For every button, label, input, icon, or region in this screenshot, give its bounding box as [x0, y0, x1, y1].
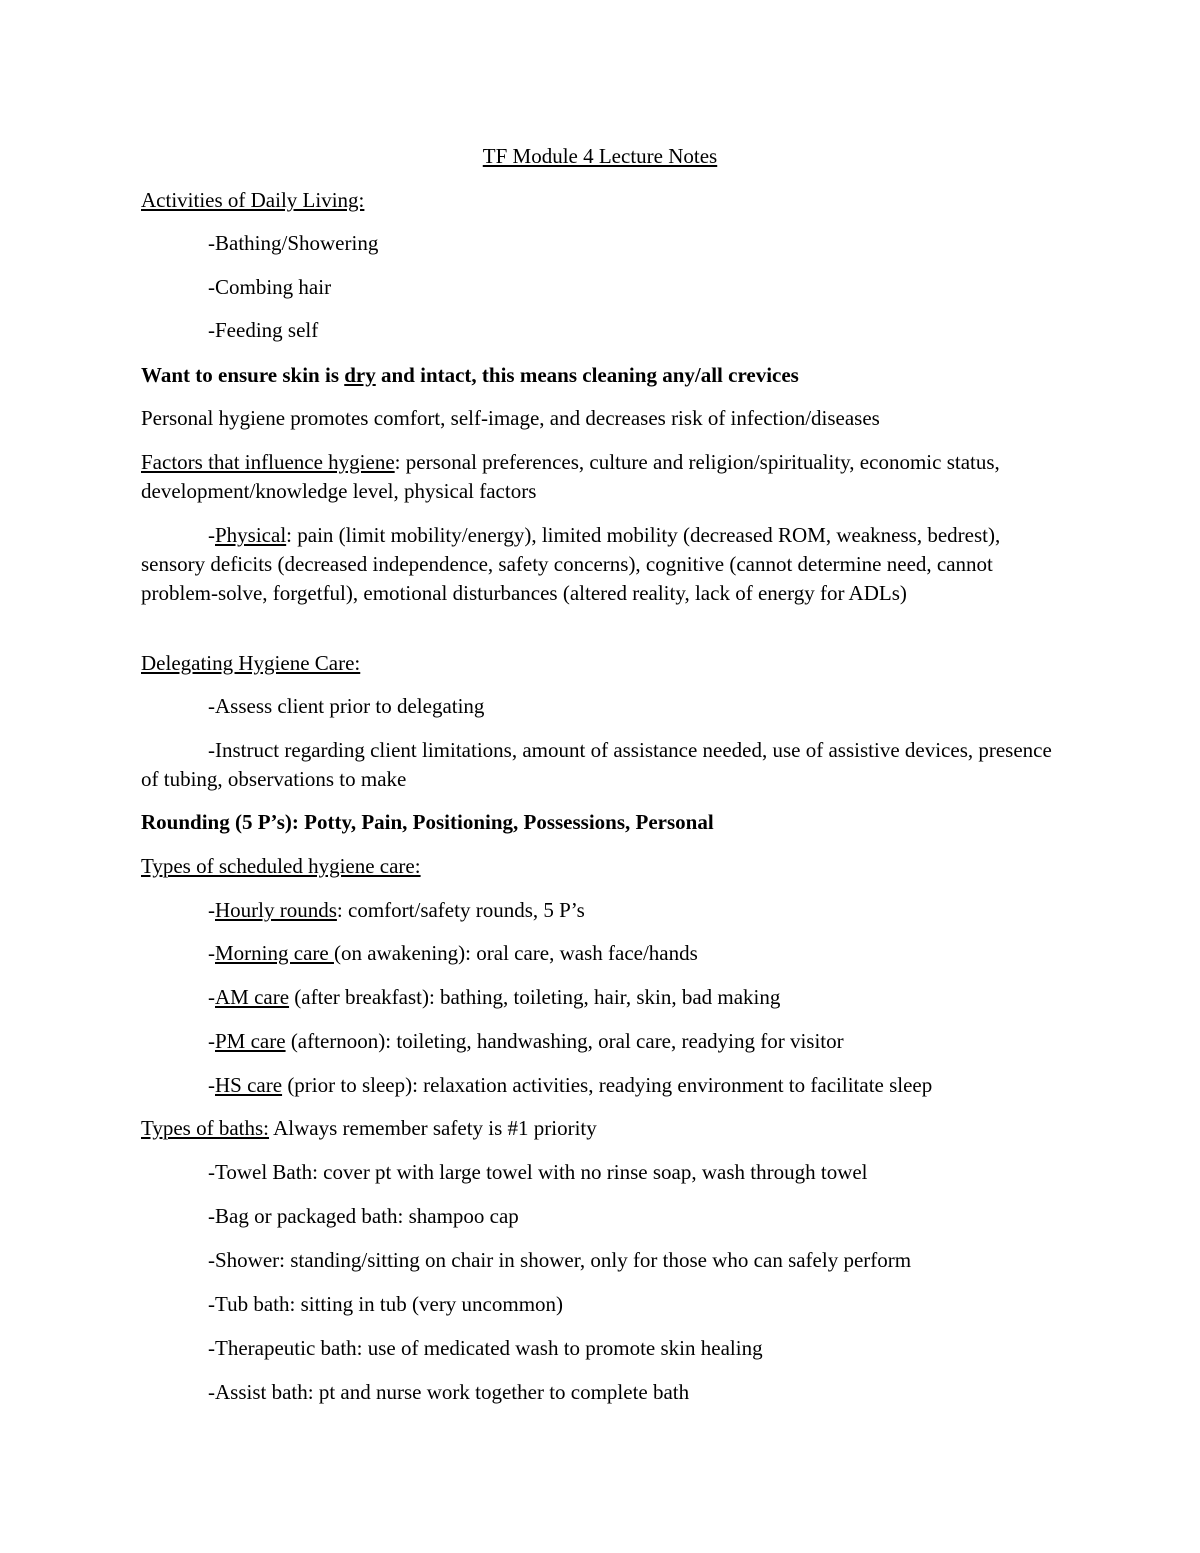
- scheduled-item: -Morning care (on awakening): oral care, wash face/hands: [208, 941, 698, 965]
- scheduled-item-text: (prior to sleep): relaxation activities, readying environment to facilitate sleep: [282, 1073, 933, 1097]
- skin-dry: dry: [344, 363, 376, 387]
- rounding-statement: Rounding (5 P’s): Potty, Pain, Positioning, Possessions, Personal: [141, 810, 714, 834]
- skin-post: and intact, this means cleaning any/all crevices: [375, 363, 799, 387]
- physical-paragraph: [141, 521, 1066, 608]
- bath-item: -Towel Bath: cover pt with large towel with no rinse soap, wash through towel: [208, 1160, 868, 1184]
- scheduled-item: -AM care (after breakfast): bathing, toileting, hair, skin, bad making: [208, 985, 781, 1009]
- factors-text: : personal preferences, culture and religion/spirituality, economic status, development/knowledge level, physical factors: [141, 450, 1000, 503]
- factors-label: Factors that influence hygiene: [141, 450, 395, 474]
- scheduled-item-label: HS care: [215, 1073, 283, 1097]
- delegating-heading: Delegating Hygiene Care:: [141, 651, 361, 675]
- delegating-item: -Assess client prior to delegating: [208, 694, 485, 718]
- hygiene-promotes: Personal hygiene promotes comfort, self-image, and decreases risk of infection/diseases: [141, 406, 880, 430]
- bath-item: -Assist bath: pt and nurse work together to complete bath: [208, 1380, 690, 1404]
- adl-item: -Bathing/Showering: [208, 231, 379, 255]
- baths-text: Always remember safety is #1 priority: [269, 1116, 597, 1140]
- page-title: TF Module 4 Lecture Notes: [482, 144, 718, 168]
- bath-item: -Therapeutic bath: use of medicated wash to promote skin healing: [208, 1336, 763, 1360]
- scheduled-item-label: PM care: [215, 1029, 286, 1053]
- baths-heading: [141, 1114, 597, 1143]
- skin-statement: [141, 361, 799, 390]
- scheduled-item-label: AM care: [215, 985, 290, 1009]
- scheduled-item-text: (afternoon): toileting, handwashing, oral care, readying for visitor: [285, 1029, 844, 1053]
- bath-item: -Tub bath: sitting in tub (very uncommon): [208, 1292, 564, 1316]
- physical-label: Physical: [215, 523, 287, 547]
- adl-heading: Activities of Daily Living:: [141, 188, 365, 212]
- scheduled-item: -HS care (prior to sleep): relaxation activities, readying environment to facilitate sleep: [208, 1073, 933, 1097]
- physical-dash: -: [208, 523, 215, 547]
- bath-item: -Bag or packaged bath: shampoo cap: [208, 1204, 519, 1228]
- bath-item: -Shower: standing/sitting on chair in shower, only for those who can safely perform: [208, 1248, 912, 1272]
- scheduled-item-text: (after breakfast): bathing, toileting, hair, skin, bad making: [289, 985, 781, 1009]
- scheduled-item-label: Hourly rounds: [215, 898, 337, 922]
- scheduled-item: -PM care (afternoon): toileting, handwashing, oral care, readying for visitor: [208, 1029, 844, 1053]
- scheduled-item-text: : comfort/safety rounds, 5 P’s: [336, 898, 585, 922]
- scheduled-item-text: (on awakening): oral care, wash face/hands: [333, 941, 698, 965]
- adl-item: -Feeding self: [208, 318, 319, 342]
- delegating-item: -Instruct regarding client limitations, amount of assistance needed, use of assistive devices, presence of tubing, observations to make: [141, 738, 1052, 791]
- adl-item: -Combing hair: [208, 275, 332, 299]
- scheduled-item-label: Morning care: [215, 941, 334, 965]
- baths-label: Types of baths:: [141, 1116, 270, 1140]
- factors-paragraph: [141, 448, 1066, 506]
- scheduled-heading: Types of scheduled hygiene care:: [141, 854, 421, 878]
- scheduled-item: -Hourly rounds: comfort/safety rounds, 5 P’s: [208, 898, 585, 922]
- skin-pre: Want to ensure skin is: [141, 363, 345, 387]
- physical-text: : pain (limit mobility/energy), limited mobility (decreased ROM, weakness, bedrest), sensory deficits (decreased independence, safety concerns), cognitive (cannot determine need, cannot problem-solve, forgetful), emotional disturbances (altered reality, lack of energy for ADLs): [141, 523, 1001, 605]
